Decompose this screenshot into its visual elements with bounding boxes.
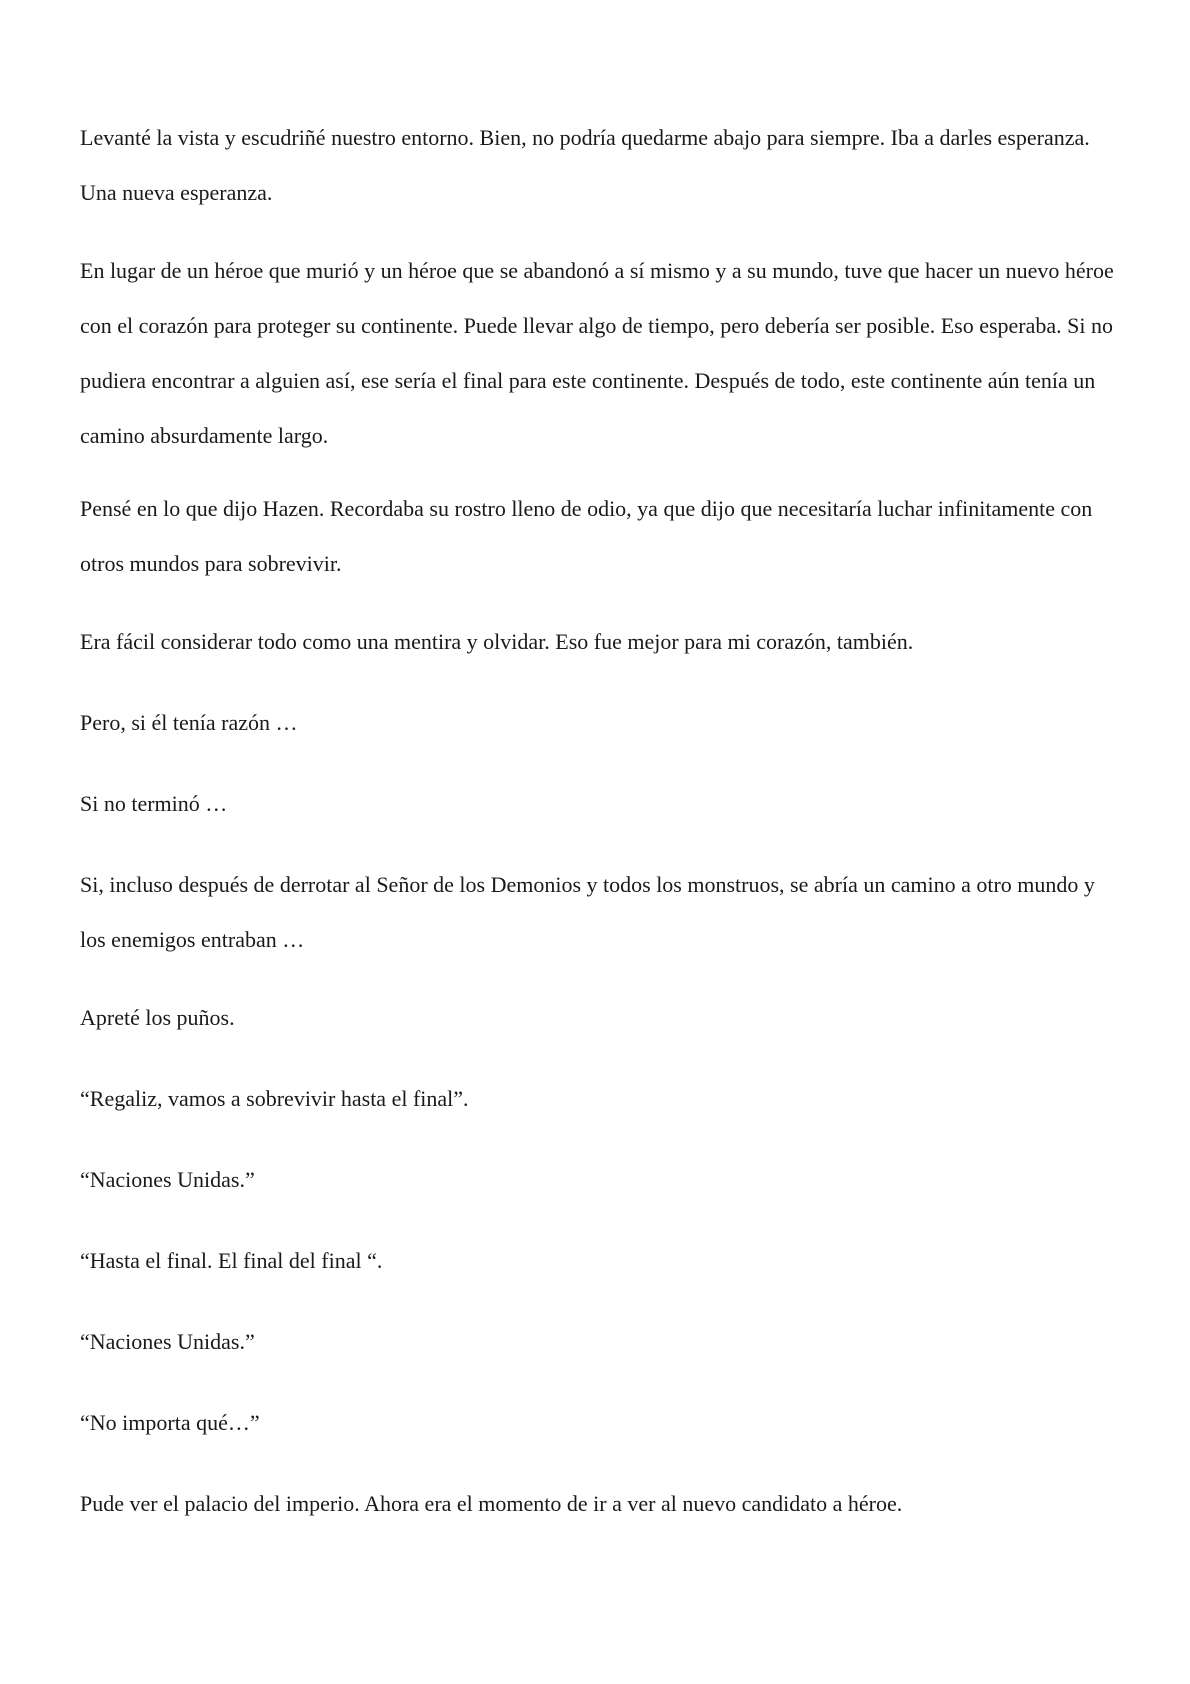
paragraph-13: “No importa qué…” — [80, 1410, 260, 1435]
paragraph-2: En lugar de un héroe que murió y un héroe que se abandonó a sí mismo y a su mundo, tuve que hacer un nuevo héroe con el corazón para proteger su continente. Puede llevar algo de tiempo, pero debería ser posible. Eso esperaba. Si no pudiera encontrar a alguien así, ese sería el final para este continente. Después de todo, este continente aún tenía un camino absurdamente largo. — [80, 258, 1114, 448]
paragraph-8: Apreté los puños. — [80, 1005, 235, 1030]
paragraph-7: Si, incluso después de derrotar al Señor de los Demonios y todos los monstruos, se abría un camino a otro mundo y los enemigos entraban … — [80, 872, 1095, 952]
paragraph-11: “Hasta el final. El final del final “. — [80, 1248, 383, 1273]
paragraph-5: Pero, si él tenía razón … — [80, 710, 298, 735]
paragraph-3: Pensé en lo que dijo Hazen. Recordaba su rostro lleno de odio, ya que dijo que necesitaría luchar infinitamente con otros mundos para sobrevivir. — [80, 496, 1093, 576]
paragraph-6: Si no terminó … — [80, 791, 228, 816]
paragraph-4: Era fácil considerar todo como una mentira y olvidar. Eso fue mejor para mi corazón, también. — [80, 629, 914, 654]
paragraph-10: “Naciones Unidas.” — [80, 1167, 255, 1192]
paragraph-14: Pude ver el palacio del imperio. Ahora era el momento de ir a ver al nuevo candidato a héroe. — [80, 1491, 903, 1516]
paragraph-1: Levanté la vista y escudriñé nuestro entorno. Bien, no podría quedarme abajo para siempre. Iba a darles esperanza. Una nueva esperanza. — [80, 125, 1090, 205]
paragraph-9: “Regaliz, vamos a sobrevivir hasta el final”. — [80, 1086, 469, 1111]
paragraph-12: “Naciones Unidas.” — [80, 1329, 255, 1354]
